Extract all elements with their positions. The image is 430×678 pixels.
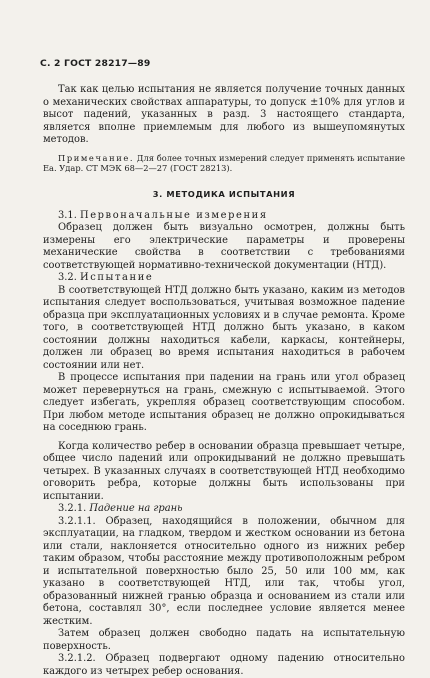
subsection-3-1-heading [43,210,405,223]
paragraph-3-2-1-1: 3.2.1.1. Образец, находящийся в положении, обычном для эксплуатации, на гладком, твердом и жестком основании из бетона или стали, наклоняется относительно одного из нижних ребер таким образом, чтобы расстояние между противоположным ребром и испытательной поверхностью было 25, 50 или 100 мм, как указано в соответствующей НТД, или так, чтобы угол, образованный нижней гранью образца и основанием из стали или бетона, составлял 30°, если последнее условие является менее жестким. [43,515,405,627]
paragraph-3-2-1-2: 3.2.1.2. Образец подвергают одному падению относительно каждого из четырех ребер основания. [43,653,405,677]
note-text: Для более точных измерений следует применять испытание Еа. Удар. СТ МЭК 68—2—27 (ГОСТ 28213). [43,152,406,174]
document-body [43,84,405,678]
subsection-3-2-1-heading [43,503,405,516]
intro-paragraph: Так как целью испытания не является получение точных данных о механических свойствах аппаратуры, то допуск ±10% для углов и высот падений, указанных в разд. 3 настоящего стандарта, является вполне приемлемым для любого из вышеупомянутых методов. [43,84,405,145]
note-label: Примечание. [58,152,135,163]
subsection-3-2-1-number: 3.2.1. [58,503,87,515]
paragraph-drop: Затем образец должен свободно падать на испытательную поверхность. [43,628,405,652]
subsection-3-2-title: Испытание [79,272,154,284]
paragraph-3-2-b: В процессе испытания при падении на грань или угол образец может перевернуться на грань, смежную с испытываемой. Этого следует избегать, укрепляя образец соответствующим способом. При любом методе испытания образец не должно опрокидываться на соседнюю грань. [43,372,405,434]
note-paragraph [43,153,405,174]
page-header: С. 2 ГОСТ 28217—89 [40,58,151,69]
subsection-3-2-1-title: Падение на грань [89,503,183,515]
paragraph-3-1: Образец должен быть визуально осмотрен, должны быть измерены его электрические параметры и проверены механические свойства в соответствии с требованиями соответствующей нормативно-технической документации (НТД). [43,222,405,271]
subsection-3-1-number: 3.1. [58,209,77,221]
section-title: 3. МЕТОДИКА ИСПЫТАНИЯ [152,188,296,199]
subsection-3-2-heading [43,272,405,285]
paragraph-3-2-a: В соответствующей НТД должно быть указано, каким из методов испытания следует воспользоваться, учитывая возможное падение образца при эксплуатационных условиях и в случае ремонта. Кроме того, в соответствующей НТД должно быть указано, в каком состоянии должны находиться кабели, каркасы, контейнеры, должен ли образец во время испытания находиться в рабочем состоянии или нет. [43,284,405,371]
subsection-3-1-title: Первоначальные измерения [79,209,268,221]
subsection-3-2-number: 3.2. [58,272,77,284]
paragraph-3-2-c: Когда количество ребер в основании образца превышает четыре, общее число падений или опрокидываний не должно превышать четырех. В указанных случаях в соответствующей НТД необходимо оговорить ребра, которые должны быть использованы при испытании. [43,440,405,502]
